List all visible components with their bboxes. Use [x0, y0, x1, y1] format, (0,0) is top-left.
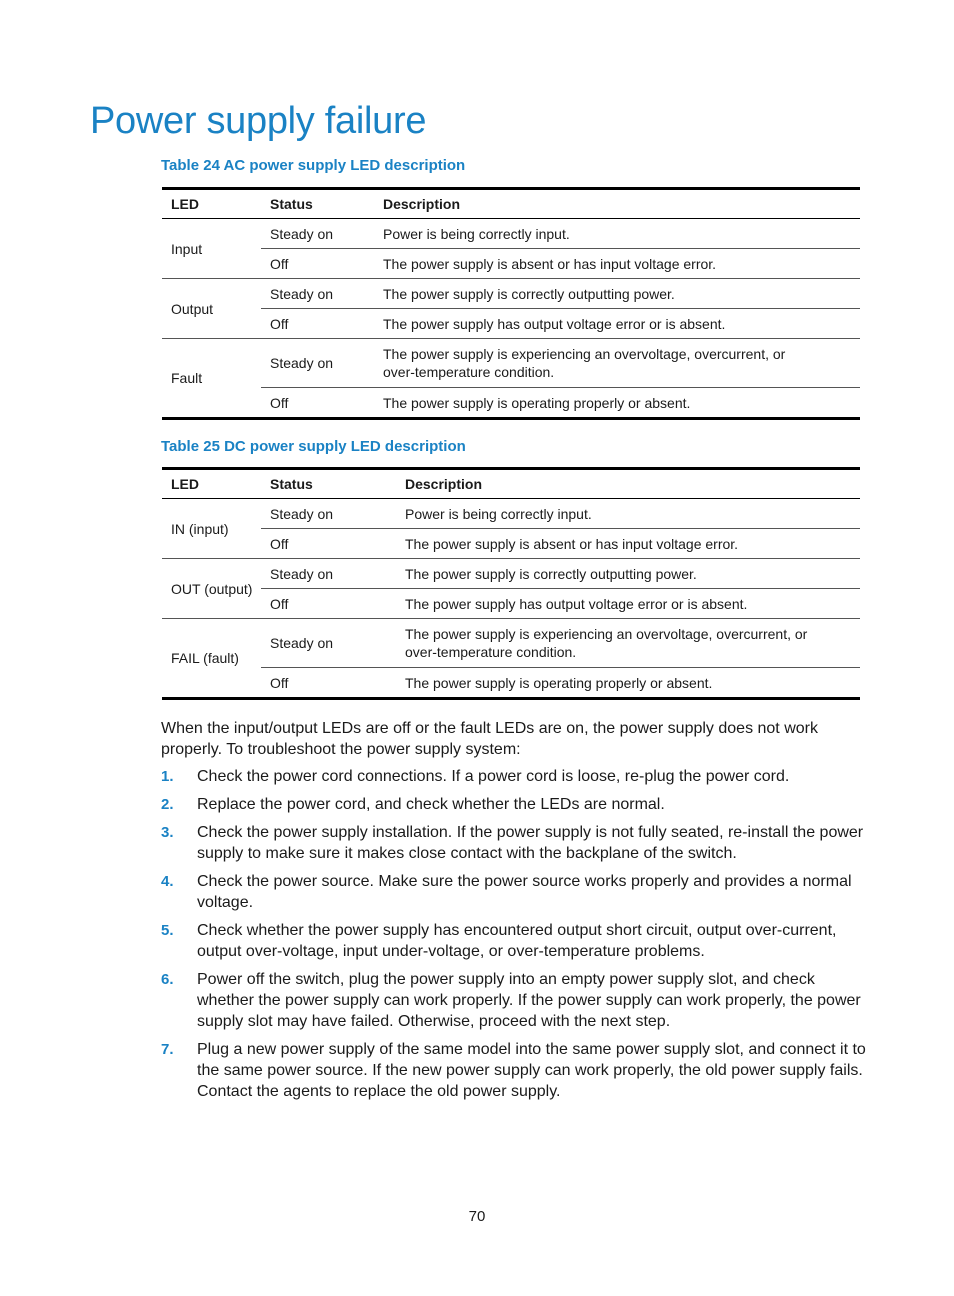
- description-cell: The power supply is operating properly or absent.: [405, 674, 713, 691]
- ac-led-table: [162, 187, 860, 420]
- status-cell: Off: [261, 589, 396, 619]
- description-cell: Power is being correctly input.: [374, 219, 860, 249]
- description-cell: Power is being correctly input.: [396, 499, 860, 529]
- table-row: [162, 339, 860, 388]
- status-cell: Off: [261, 529, 396, 559]
- table-25-caption: Table 25 DC power supply LED description: [161, 438, 466, 455]
- table-row: [162, 388, 860, 419]
- led-cell: Output: [162, 279, 261, 339]
- step-text: Check whether the power supply has encountered output short circuit, output over-current, output over-voltage, input under-voltage, or over-temperature problems.: [197, 922, 837, 960]
- step-number: 2.: [161, 796, 174, 813]
- header-status: Status: [270, 476, 313, 492]
- intro-paragraph: When the input/output LEDs are off or the fault LEDs are on, the power supply does not work properly. To troubleshoot the power supply system:: [161, 720, 818, 758]
- status-cell: Steady on: [261, 219, 374, 249]
- table-row: [162, 309, 860, 339]
- led-cell: Fault: [171, 370, 203, 386]
- table-row: [162, 619, 860, 668]
- status-cell: Steady on: [261, 499, 396, 529]
- step-number: 3.: [161, 824, 174, 841]
- description-cell: The power supply is correctly outputting power.: [374, 279, 860, 309]
- table-row: [162, 219, 860, 249]
- step-text: Check the power cord connections. If a power cord is loose, re-plug the power cord.: [197, 768, 790, 785]
- header-description: Description: [383, 196, 461, 212]
- description-cell: The power supply is correctly outputting power.: [396, 559, 860, 589]
- status-cell: Off: [261, 309, 374, 339]
- led-cell: Input: [162, 219, 261, 279]
- table-header-row: [162, 469, 860, 499]
- description-cell: The power supply is absent or has input voltage error.: [374, 249, 860, 279]
- step-text: Plug a new power supply of the same model into the same power supply slot, and connect it to the same power source. If the new power supply can work properly, the old power supply fails. Contact the agents to replace the old power supply.: [197, 1041, 866, 1100]
- step-number: 4.: [161, 873, 174, 890]
- step-number: 7.: [161, 1041, 174, 1058]
- status-cell: Steady on: [261, 339, 374, 388]
- status-cell: Off: [261, 249, 374, 279]
- table-row: [162, 279, 860, 309]
- step-text: Check the power supply installation. If the power supply is not fully seated, re-install the power supply to make sure it makes close contact with the backplane of the switch.: [197, 824, 864, 862]
- table-header-row: [162, 189, 860, 219]
- header-status: Status: [270, 196, 313, 212]
- led-cell: OUT (output): [162, 559, 261, 619]
- table-row: [162, 559, 860, 589]
- description-line: over-temperature condition.: [405, 644, 577, 660]
- status-cell: Steady on: [261, 559, 396, 589]
- description-line: The power supply is experiencing an overvoltage, overcurrent, or: [383, 346, 786, 362]
- status-cell: Off: [270, 394, 289, 411]
- table-row: [162, 668, 860, 699]
- step-text: Replace the power cord, and check whether the LEDs are normal.: [197, 796, 665, 813]
- status-cell: Steady on: [261, 279, 374, 309]
- list-item: [161, 794, 871, 815]
- step-number: 6.: [161, 971, 174, 988]
- step-text: Power off the switch, plug the power supply into an empty power supply slot, and check whether the power supply can work properly. If the power supply can work properly, the power supply slot may have failed. Otherwise, proceed with the next step.: [197, 971, 861, 1030]
- description-cell: The power supply is operating properly or absent.: [383, 394, 691, 411]
- troubleshooting-steps: [161, 766, 871, 1109]
- list-item: [161, 969, 871, 1032]
- status-cell: Steady on: [261, 619, 396, 668]
- table-row: [162, 249, 860, 279]
- page-title: Power supply failure: [90, 100, 427, 142]
- header-led: LED: [171, 476, 199, 492]
- table-row: [162, 589, 860, 619]
- list-item: [161, 871, 871, 913]
- description-line: over-temperature condition.: [383, 364, 555, 380]
- dc-led-table: [162, 467, 860, 700]
- list-item: [161, 1039, 871, 1102]
- table-24-caption: Table 24 AC power supply LED description: [161, 157, 466, 174]
- led-cell: FAIL (fault): [171, 650, 239, 666]
- list-item: [161, 822, 871, 864]
- header-led: LED: [171, 196, 199, 212]
- description-cell: [396, 619, 860, 668]
- description-cell: The power supply has output voltage error or is absent.: [374, 309, 860, 339]
- table-row: [162, 499, 860, 529]
- description-cell: The power supply has output voltage error or is absent.: [396, 589, 860, 619]
- description-cell: [374, 339, 860, 388]
- step-number: 1.: [161, 768, 174, 785]
- description-line: The power supply is experiencing an overvoltage, overcurrent, or: [405, 626, 808, 642]
- status-cell: Off: [270, 674, 289, 691]
- page-number: 70: [468, 1208, 486, 1225]
- led-cell: IN (input): [162, 499, 261, 559]
- step-number: 5.: [161, 922, 174, 939]
- description-cell: The power supply is absent or has input voltage error.: [396, 529, 860, 559]
- list-item: [161, 920, 871, 962]
- list-item: [161, 766, 871, 787]
- header-description: Description: [405, 476, 483, 492]
- table-row: [162, 529, 860, 559]
- step-text: Check the power source. Make sure the power source works properly and provides a normal voltage.: [197, 873, 852, 911]
